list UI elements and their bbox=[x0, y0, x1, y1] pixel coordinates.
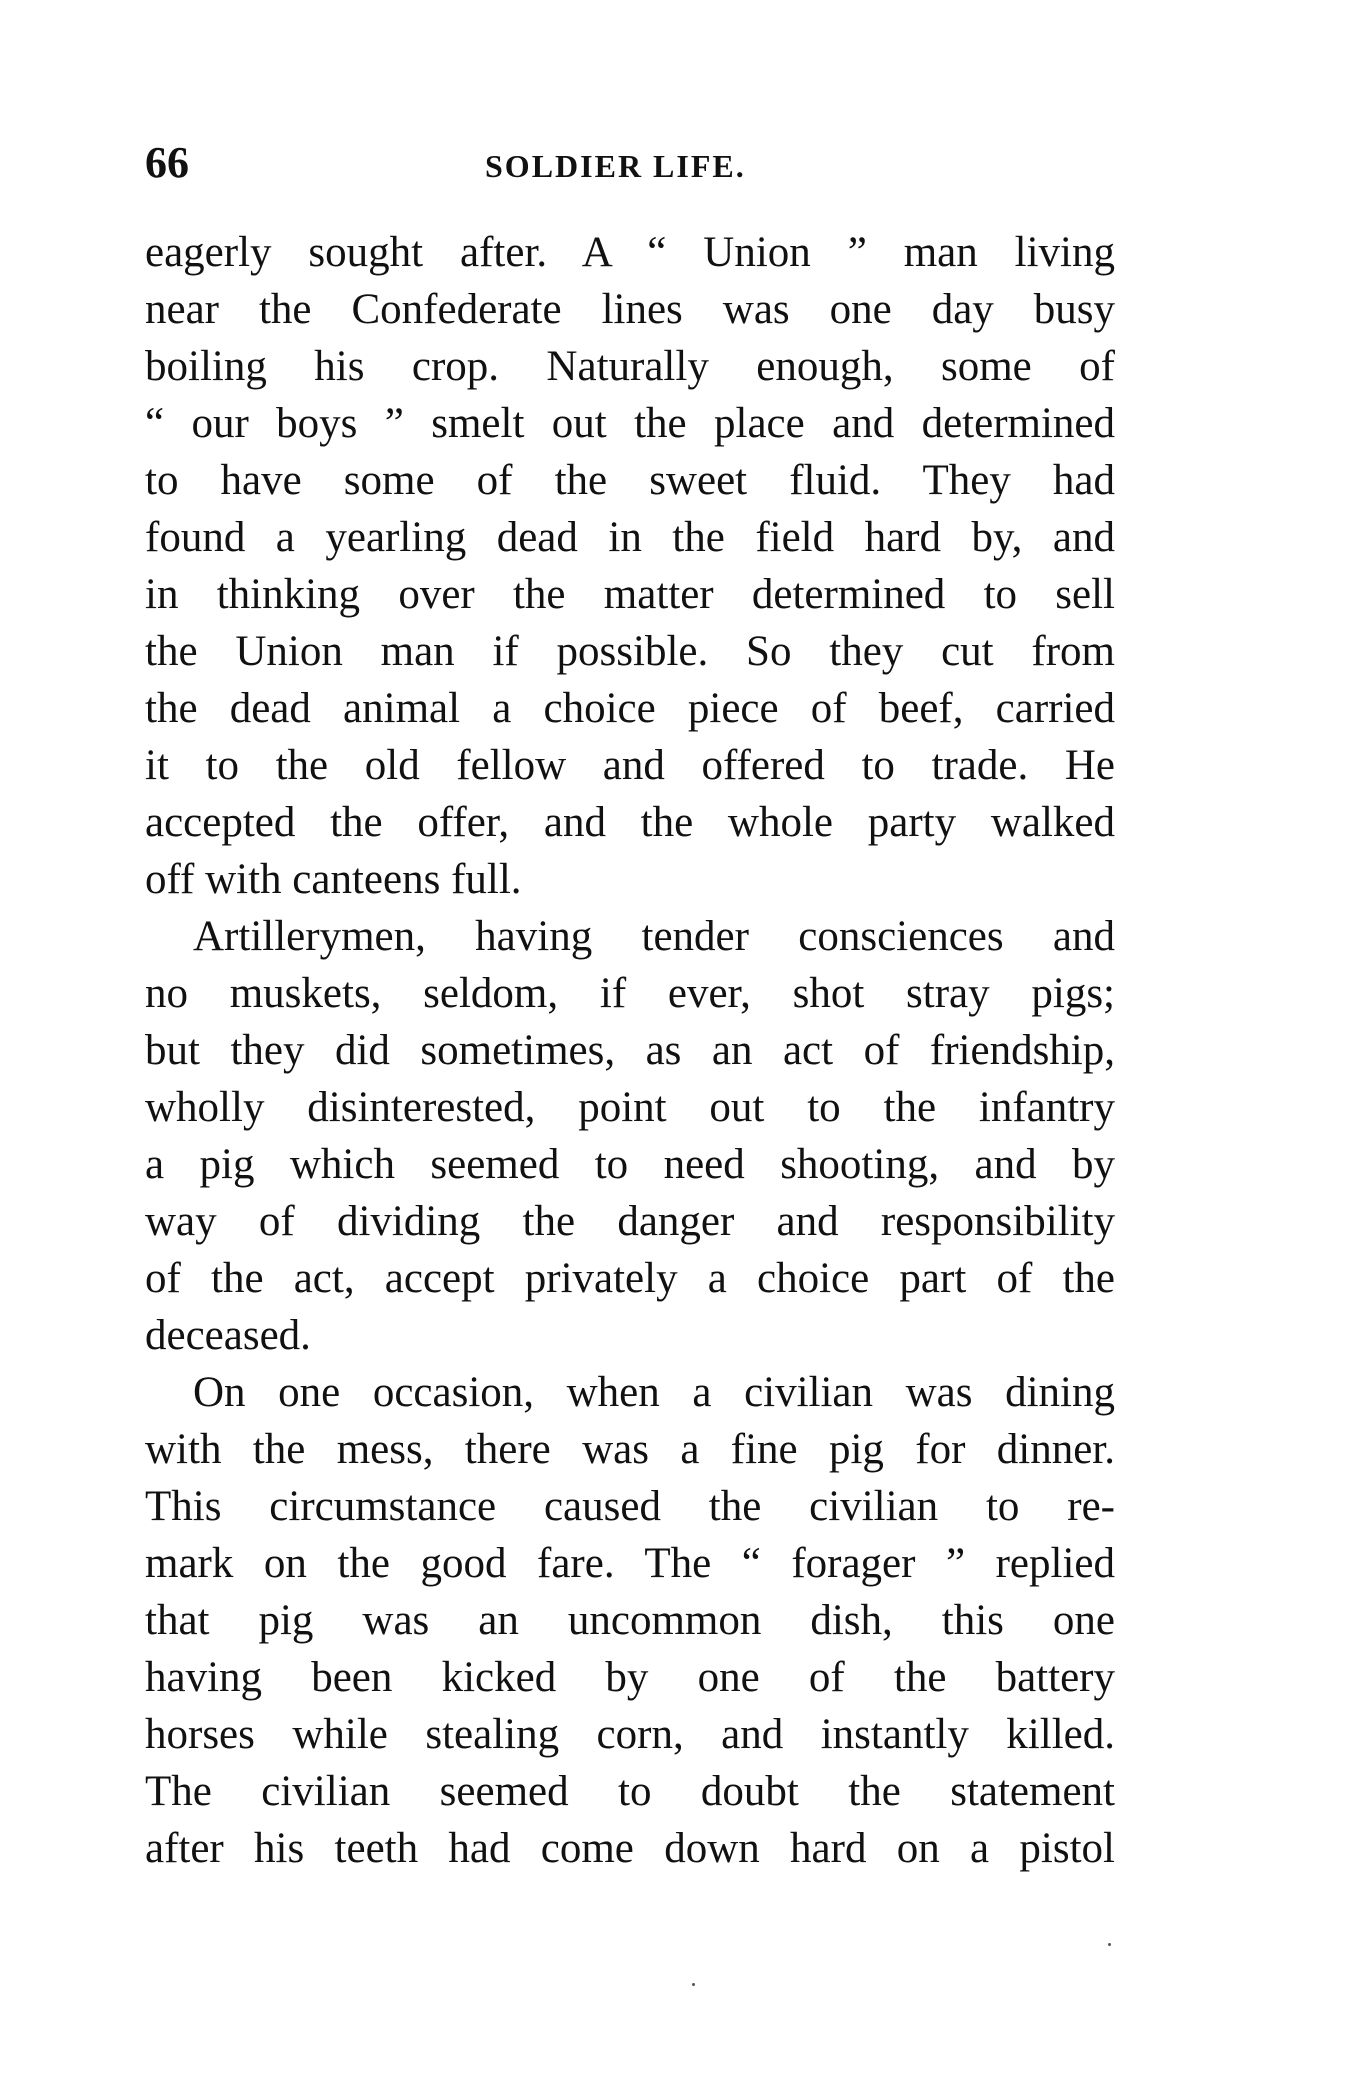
text-line: On one occasion, when a civilian was dining bbox=[193, 1369, 1115, 1416]
text-line: the Union man if possible. So they cut from bbox=[145, 628, 1115, 675]
paragraph bbox=[145, 908, 1115, 1364]
text-line: “ our boys ” smelt out the place and determined bbox=[145, 400, 1115, 447]
paragraph bbox=[145, 1364, 1115, 1877]
text-line: the dead animal a choice piece of beef, carried bbox=[145, 685, 1115, 732]
text-line: it to the old fellow and offered to trade. He bbox=[145, 742, 1115, 789]
text-line: way of dividing the danger and responsibility bbox=[145, 1198, 1115, 1245]
text-line: wholly disinterested, point out to the infantry bbox=[145, 1084, 1115, 1131]
text-line: having been kicked by one of the battery bbox=[145, 1654, 1115, 1701]
paragraph bbox=[145, 224, 1115, 908]
text-line: eagerly sought after. A “ Union ” man living bbox=[145, 229, 1115, 276]
text-line: after his teeth had come down hard on a pistol bbox=[145, 1825, 1115, 1872]
text-line: found a yearling dead in the field hard by, and bbox=[145, 514, 1115, 561]
text-line: Artillerymen, having tender consciences and bbox=[193, 913, 1115, 960]
text-line: that pig was an uncommon dish, this one bbox=[145, 1597, 1115, 1644]
text-line: This circumstance caused the civilian to re- bbox=[145, 1483, 1115, 1530]
text-line: deceased. bbox=[145, 1312, 311, 1359]
text-line: accepted the offer, and the whole party walked bbox=[145, 799, 1115, 846]
text-line: in thinking over the matter determined to sell bbox=[145, 571, 1115, 618]
scan-speck bbox=[1108, 1943, 1111, 1946]
text-line: a pig which seemed to need shooting, and by bbox=[145, 1141, 1115, 1188]
text-line: but they did sometimes, as an act of friendship, bbox=[145, 1027, 1115, 1074]
body-text bbox=[145, 224, 1115, 1877]
text-line: of the act, accept privately a choice part of the bbox=[145, 1255, 1115, 1302]
page-number: 66 bbox=[145, 138, 189, 187]
text-line: mark on the good fare. The “ forager ” replied bbox=[145, 1540, 1115, 1587]
text-line: off with canteens full. bbox=[145, 856, 522, 903]
text-line: near the Confederate lines was one day busy bbox=[145, 286, 1115, 333]
text-line: to have some of the sweet fluid. They had bbox=[145, 457, 1115, 504]
text-line: no muskets, seldom, if ever, shot stray pigs; bbox=[145, 970, 1115, 1017]
text-line: boiling his crop. Naturally enough, some of bbox=[145, 343, 1115, 390]
text-line: with the mess, there was a fine pig for dinner. bbox=[145, 1426, 1115, 1473]
page-header bbox=[145, 138, 1125, 188]
text-line: horses while stealing corn, and instantly killed. bbox=[145, 1711, 1115, 1758]
text-line: The civilian seemed to doubt the statement bbox=[145, 1768, 1115, 1815]
scan-speck bbox=[692, 1983, 695, 1986]
running-head: SOLDIER LIFE. bbox=[485, 148, 746, 184]
